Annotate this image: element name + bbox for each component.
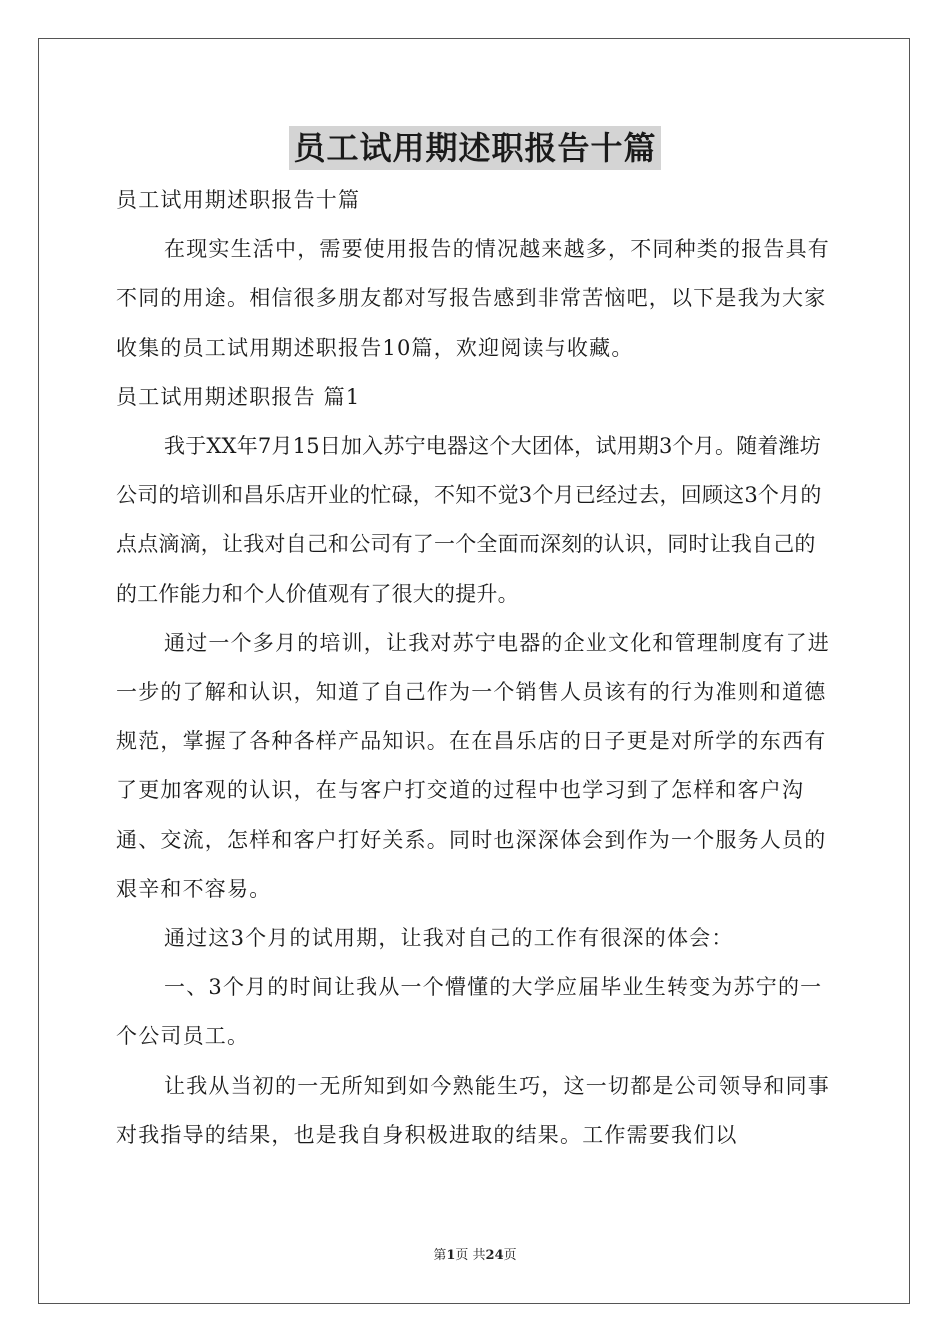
subtitle-line: 员工试用期述职报告十篇 — [116, 188, 361, 212]
footer-prefix: 第 — [433, 1248, 447, 1263]
current-page-number: 1 — [446, 1248, 456, 1263]
body-paragraph: 让我从当初的一无所知到如今熟能生巧，这一切都是公司领导和同事对我指导的结果，也是我自身积极进取的结果。工作需要我们以 — [116, 1073, 830, 1147]
page-footer — [0, 1247, 950, 1265]
body-paragraph: 通过一个多月的培训，让我对苏宁电器的企业文化和管理制度有了进一步的了解和认识，知道了自己作为一个销售人员该有的行为准则和道德规范，掌握了各种各样产品知识。在在昌乐店的日子更是对所学的东西有了更加客观的认识，在与客户打交道的过程中也学习到了怎样和客户沟通、交流，怎样和客户打好关系。同时也深深体会到作为一个服务人员的艰辛和不容易。 — [116, 630, 830, 901]
title-container — [0, 126, 950, 170]
footer-suffix: 页 — [503, 1248, 517, 1263]
intro-paragraph: 在现实生活中，需要使用报告的情况越来越多，不同种类的报告具有不同的用途。相信很多朋友都对写报告感到非常苦恼吧，以下是我为大家收集的员工试用期述职报告10篇，欢迎阅读与收藏。 — [116, 237, 830, 360]
body-paragraph: 我于XX年7月15日加入苏宁电器这个大团体，试用期3个月。随着潍坊公司的培训和昌乐店开业的忙碌，不知不觉3个月已经过去，回顾这3个月的点点滴滴，让我对自己和公司有了一个全面而深刻的认识，同时让我自己的的工作能力和个人价值观有了很大的提升。 — [116, 434, 822, 606]
footer-mid: 页 共 — [455, 1248, 486, 1263]
body-paragraph: 一、3个月的时间让我从一个懵懂的大学应届毕业生转变为苏宁的一个公司员工。 — [116, 975, 823, 1049]
total-page-count: 24 — [485, 1248, 504, 1263]
document-title: 员工试用期述职报告十篇 — [289, 126, 660, 170]
section-heading: 员工试用期述职报告 篇1 — [116, 384, 361, 409]
document-body — [116, 176, 836, 1160]
body-paragraph: 通过这3个月的试用期，让我对自己的工作有很深的体会： — [164, 926, 734, 951]
